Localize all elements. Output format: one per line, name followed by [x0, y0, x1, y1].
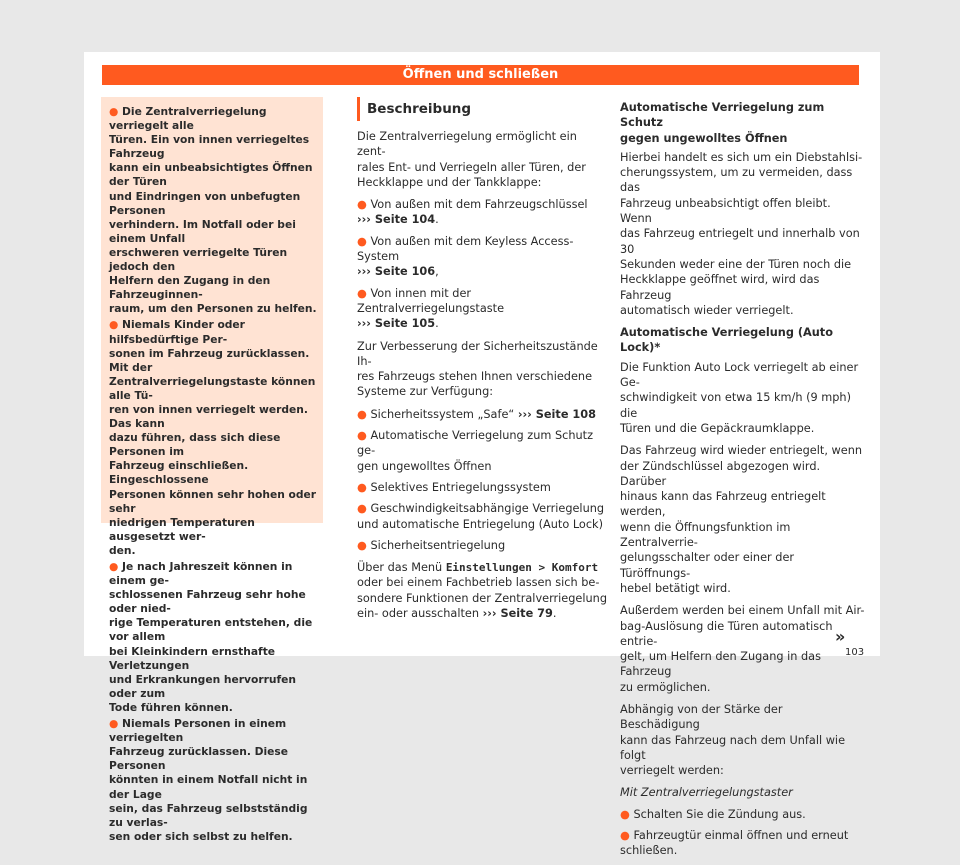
step-item: ● Schalten Sie die Zündung aus. [620, 807, 806, 821]
bullet-icon: ● [109, 560, 123, 573]
warning-item: ● Niemals Personen in einem verriegelten Fahrzeug zurücklassen. Diese Personen könnten in einem Notfall nicht in der Lage sein, das Fahrzeug selbstständig zu verlas- sen oder sich selbst zu helfen. [109, 717, 308, 843]
systems-paragraph: Zur Verbesserung der Sicherheitszustände Ih- res Fahrzeugs stehen Ihnen verschiedene Systeme zur Verfügung: [357, 339, 598, 399]
paragraph: Das Fahrzeug wird wieder entriegelt, wenn der Zündschlüssel abgezogen wird. Darüber hinaus kann das Fahrzeug entriegelt werden, wenn die Öffnungsfunktion im Zentralverrie- gelungsschalter oder einer der Türöffnungs- hebel betätigt wird. [620, 444, 863, 595]
description-column [357, 97, 607, 628]
bullet-icon: ● [620, 807, 634, 821]
list-item: ● Sicherheitsentriegelung [357, 538, 506, 552]
section-title: Beschreibung [357, 97, 607, 121]
bullet-icon: ● [109, 318, 123, 332]
list-item: ● Automatische Verriegelung zum Schutz ge- gen ungewolltes Öffnen [357, 429, 594, 473]
bullet-icon: ● [357, 429, 371, 443]
bullet-icon: ● [357, 286, 371, 300]
warning-item: ● Die Zentralverriegelung verriegelt alle Türen. Ein von innen verriegeltes Fahrzeug kann ein unbeabsichtigtes Öffnen der Türen und Eindringen von unbefugten Personen verhindern. Im Notfall oder bei einem Unfall erschweren verriegelte Türen jedoch den Helfern den Zugang in den Fahrzeuginnen- raum, um den Personen zu helfen. [109, 105, 317, 316]
bullet-icon: ● [357, 198, 371, 212]
page-reference-link[interactable]: ››› Seite 105 [357, 317, 436, 331]
bullet-icon: ● [109, 717, 123, 731]
list-item: ● Von außen mit dem Keyless Access-System ››› Seite 106, [357, 234, 574, 279]
list-item: ● Von außen mit dem Fahrzeugschlüssel ››› Seite 104. [357, 198, 588, 227]
paragraph: Die Funktion Auto Lock verriegelt ab einer Ge- schwindigkeit von etwa 15 km/h (9 mph) die Türen und die Gepäckraumklappe. [620, 360, 859, 435]
bullet-icon: ● [357, 480, 371, 494]
page-reference-link[interactable]: ››› Seite 108 [517, 407, 596, 421]
warning-item: ● Je nach Jahreszeit können in einem ge- schlossenen Fahrzeug sehr hohe oder nied- rige Temperaturen entstehen, die vor allem bei Kleinkindern ernsthafte Verletzungen und Erkrankungen hervorrufen oder zum Tode führen können. [109, 560, 313, 714]
bullet-icon: ● [357, 407, 371, 421]
list-item: ● Von innen mit der Zentralverriegelungstaste ››› Seite 105. [357, 286, 505, 331]
step-item: ● Fahrzeugtür einmal öffnen und erneut schließen. [620, 829, 849, 858]
bullet-icon: ● [620, 829, 634, 843]
subheading: Automatische Verriegelung zum Schutz gegen ungewolltes Öffnen [620, 101, 825, 145]
list-item: ● Geschwindigkeitsabhängige Verriegelung und automatische Entriegelung (Auto Lock) [357, 502, 605, 531]
page-header: Öffnen und schließen [102, 65, 859, 85]
details-column [620, 100, 865, 865]
menu-paragraph: Über das Menü Einstellungen > Komfort oder bei einem Fachbetrieb lassen sich be- sondere Funktionen der Zentralverriegelung ein- oder ausschalten ››› Seite 79. [357, 561, 608, 621]
page-reference-link[interactable]: ››› Seite 79 [482, 607, 553, 621]
menu-path: Einstellungen > Komfort [445, 561, 599, 575]
bullet-icon: ● [109, 105, 123, 118]
bullet-icon: ● [357, 234, 371, 248]
warning-box [101, 97, 323, 843]
bullet-icon: ● [357, 502, 371, 516]
subheading: Automatische Verriegelung (Auto Lock)* [620, 326, 833, 355]
italic-label: Mit Zentralverriegelungstaster [620, 786, 793, 800]
bullet-icon: ● [357, 538, 371, 552]
page-number: 103 [845, 647, 865, 658]
paragraph: Abhängig von der Stärke der Beschädigung kann das Fahrzeug nach dem Unfall wie folgt verriegelt werden: [620, 702, 846, 778]
intro-paragraph: Die Zentralverriegelung ermöglicht ein zent- rales Ent- und Verriegeln aller Türen, der Heckklappe und der Tankklappe: [357, 130, 586, 189]
list-item: ● Selektives Entriegelungssystem [357, 480, 551, 494]
page-reference-link[interactable]: ››› Seite 104 [357, 213, 436, 227]
list-item: ● Sicherheitssystem „Safe“ ››› Seite 108 [357, 407, 596, 421]
paragraph: Hierbei handelt es sich um ein Diebstahlsi- cherungssystem, um zu vermeiden, dass das Fahrzeug unbeabsichtigt offen bleibt. Wenn das Fahrzeug entriegelt und innerhalb von 30 Sekunden weder eine der Türen noch die Heckklappe geöffnet wird, wird das Fahrzeug automatisch wieder verriegelt. [620, 150, 863, 317]
warning-item: ● Niemals Kinder oder hilfsbedürftige Per- sonen im Fahrzeug zurücklassen. Mit der Zentralverriegelungstaste können alle Tü- ren von innen verriegelt werden. Das kann dazu führen, dass sich diese Personen im Fahrzeug einschließen. Eingeschlossene Personen können sehr hohen oder sehr niedrigen Temperaturen ausgesetzt wer- den. [109, 318, 317, 557]
continue-icon: » [835, 627, 846, 646]
paragraph: Außerdem werden bei einem Unfall mit Air- bag-Auslösung die Türen automatisch entrie- gelt, um Helfern den Zugang in das Fahrzeug zu ermöglichen. [620, 604, 865, 694]
page-reference-link[interactable]: ››› Seite 106 [357, 265, 436, 279]
